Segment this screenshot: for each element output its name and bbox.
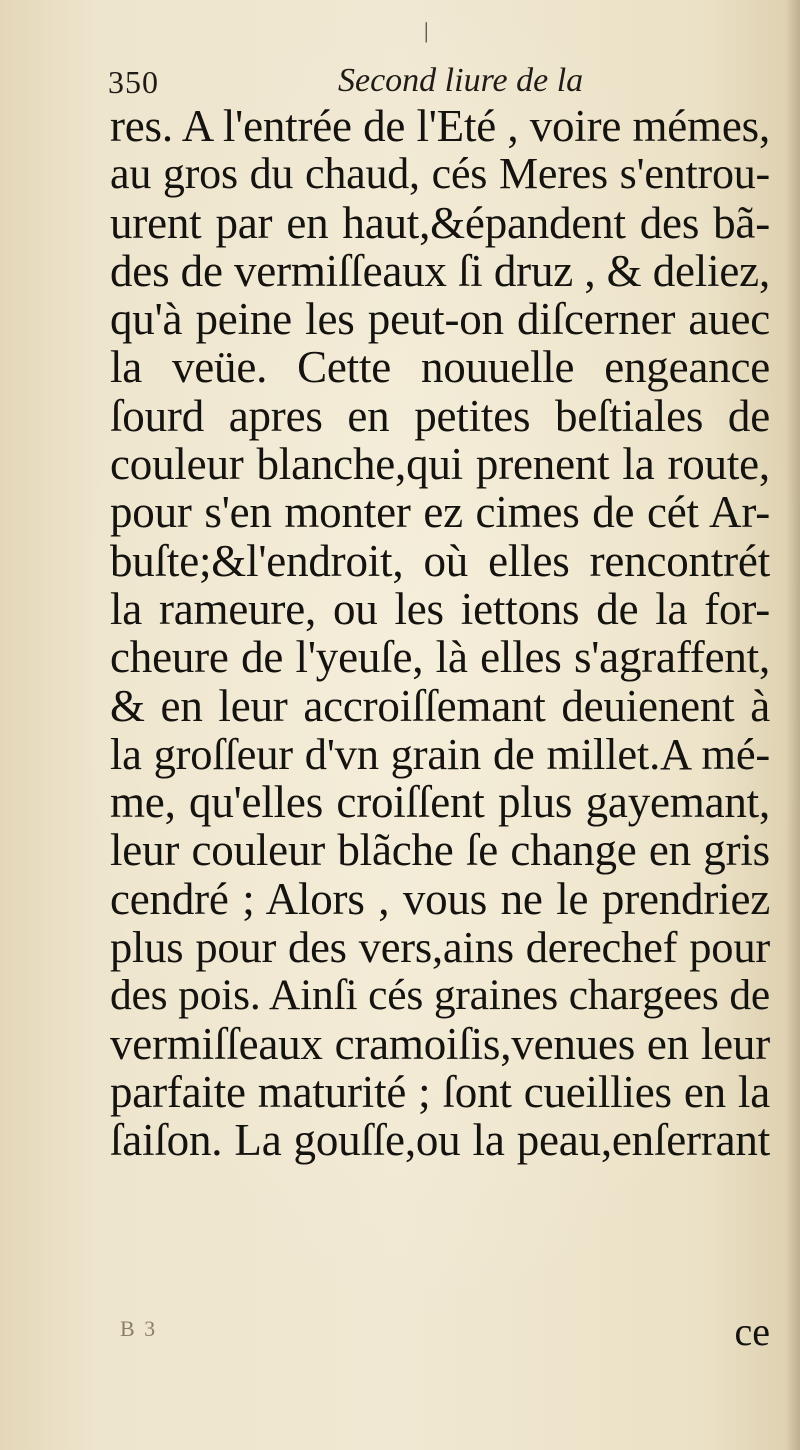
text-line: qu'à peine les peut-on diſcerner auec [110,294,770,345]
text-line: & en leur accroiſſemant deuienent à [110,680,770,731]
text-line: buſte;&l'endroit, où elles rencontrét [110,535,770,586]
text-line: la groſſeur d'vn grain de millet.A mé- [110,728,770,779]
text-line: cendré ; Alors , vous ne le prendriez [110,873,770,924]
running-title: Second liure de la [338,62,584,99]
page-footer [110,1308,770,1352]
text-line: couleur blanche,qui prenent la route, [110,439,770,490]
text-line: urent par en haut,&épandent des bã- [110,197,770,248]
text-line: pour s'en monter ez cimes de cét Ar- [110,487,770,538]
text-line: la rameure, ou les iettons de la for- [110,583,770,634]
catchword: ce [734,1309,770,1354]
text-line: la veüe. Cette nouuelle engeance [110,342,770,393]
text-line: ſaiſon. La gouſſe,ou la peau,enſerrant [110,1115,770,1166]
page-number: 350 [108,64,159,100]
text-line: parfaite maturité ; ſont cueillies en la [110,1066,770,1117]
body-text [110,102,770,1165]
text-line: vermiſſeaux cramoiſis,venues en leur [110,1018,770,1069]
signature-mark: B 3 [120,1316,158,1341]
text-line: plus pour des vers,ains derechef pour [110,922,770,973]
text-line: au gros du chaud, cés Meres s'entrou- [110,149,770,199]
text-line: des pois. Ainſi cés graines chargees de [110,971,770,1020]
text-line: ſourd apres en petites beſtiales de [110,390,770,441]
text-line: res. A l'entrée de l'Eté , voire mémes, [110,101,770,151]
text-line: cheure de l'yeuſe, là elles s'agraffent, [110,632,770,683]
text-line: leur couleur blãche ſe change en gris [110,825,770,876]
page-edge-shadow [786,0,800,1450]
top-mark: | [424,18,429,43]
text-line: des de vermiſſeaux ſi druz , & deliez, [110,245,770,296]
text-line: me, qu'elles croiſſent plus gayemant, [110,777,770,828]
running-head [108,58,648,102]
